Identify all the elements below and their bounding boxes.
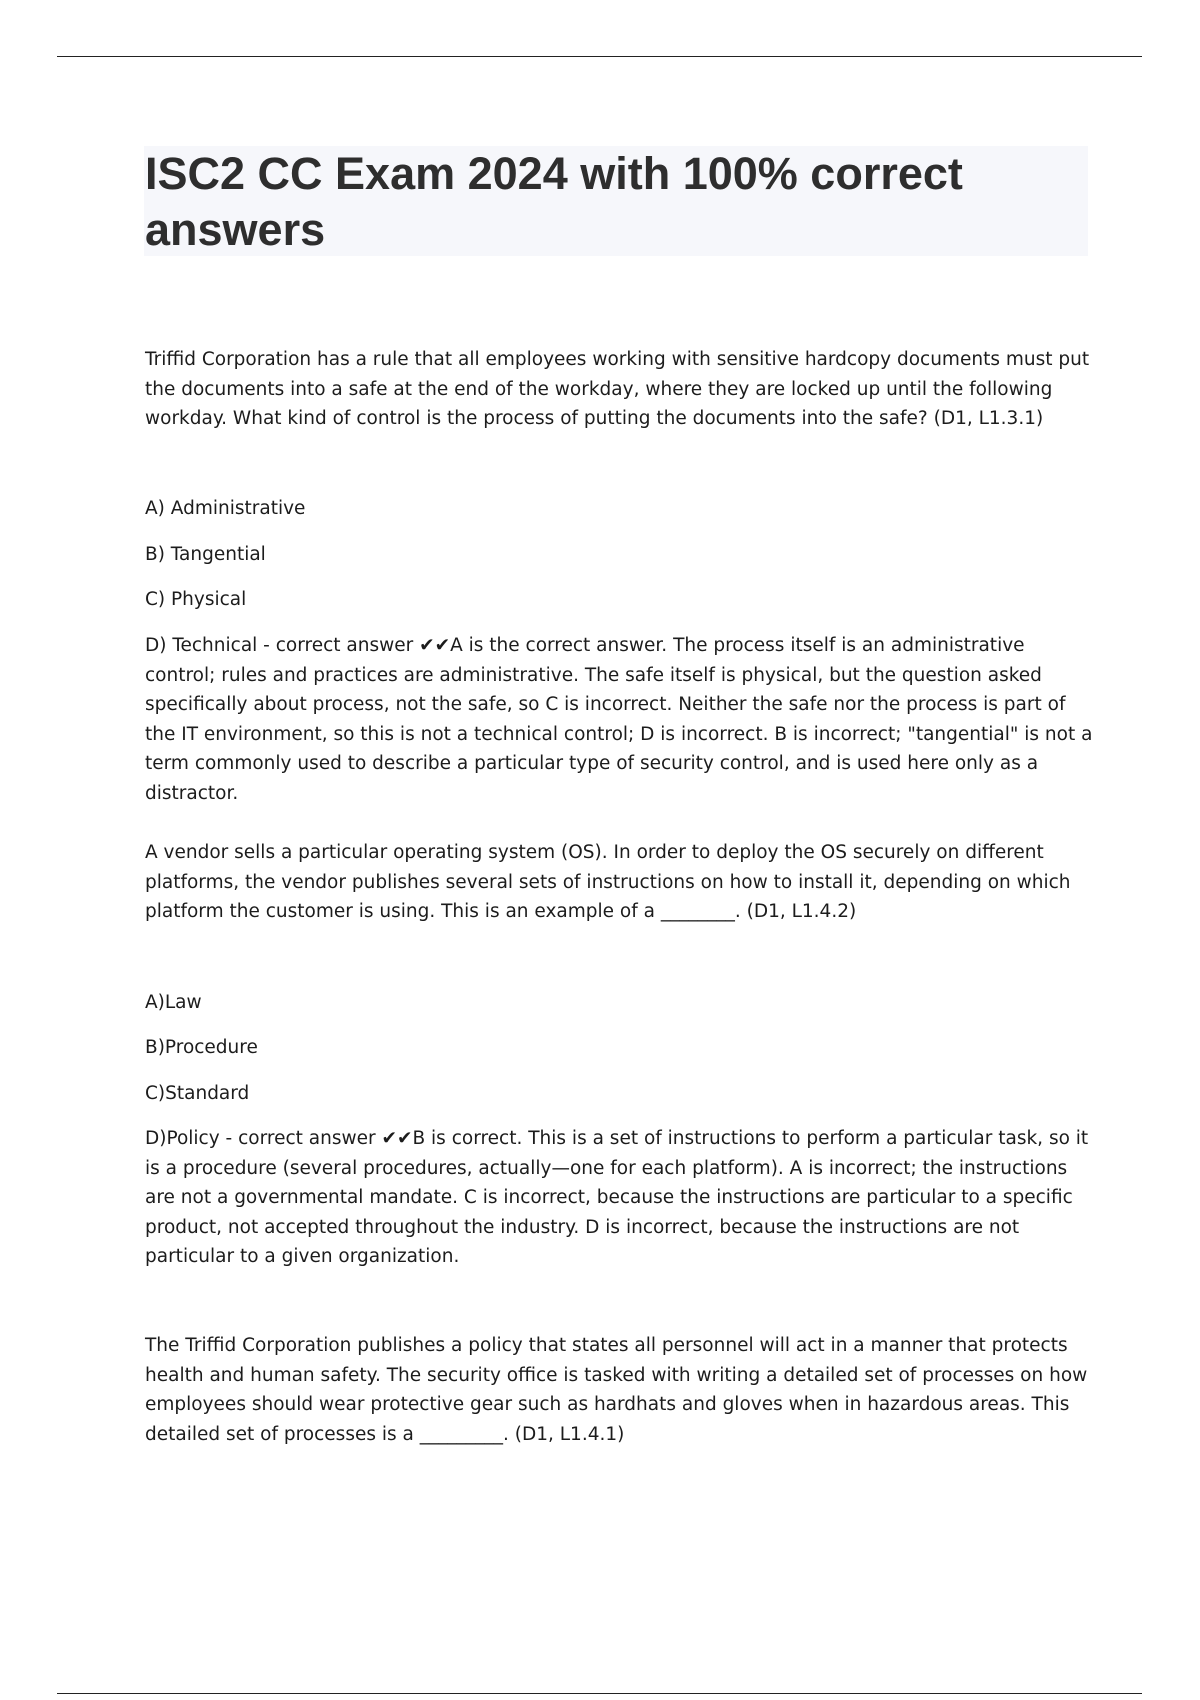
question-3-text: The Triffid Corporation publishes a policy that states all personnel will act in a manner that protects health and human safety. The security office is tasked with writing a detailed set of processes on how employees should wear protective gear such as hardhats and gloves when in hazardous areas. This detailed set of processes is a _________. (D1, L1.4.1): [145, 1335, 1088, 1445]
question-1-text: Triffid Corporation has a rule that all employees working with sensitive hardcopy documents must put the documents into a safe at the end of the workday, where they are locked up until the following workday. What kind of control is the process of putting the documents into the safe? (D1, L1.3.1): [145, 349, 1090, 429]
question-2-option-b: B)Procedure: [145, 1037, 258, 1058]
top-rule: [57, 56, 1142, 57]
question-1-option-c: C) Physical: [145, 589, 247, 610]
question-1-option-a: A) Administrative: [145, 498, 306, 519]
question-2-option-a: A)Law: [145, 992, 202, 1013]
question-2-option-c: C)Standard: [145, 1083, 250, 1104]
question-2-answer: D)Policy - correct answer ✔✔B is correct. This is a set of instructions to perform a particular task, so it is a procedure (several procedures, actually—one for each platform). A is incorrect; the instructions are not a governmental mandate. C is incorrect, because the instructions are particular to a specific product, not accepted throughout the industry. D is incorrect, because the instructions are not particular to a given organization.: [145, 1128, 1089, 1267]
document-title: ISC2 CC Exam 2024 with 100% correct answers: [145, 148, 963, 255]
question-1-answer: D) Technical - correct answer ✔✔A is the correct answer. The process itself is an administrative control; rules and practices are administrative. The safe itself is physical, but the question asked specifically about process, not the safe, so C is incorrect. Neither the safe nor the process is part of the IT environment, so this is not a technical control; D is incorrect. B is incorrect; "tangential" is not a term commonly used to describe a particular type of security control, and is used here only as a distractor.: [145, 635, 1093, 804]
bottom-rule: [57, 1693, 1142, 1694]
question-1-option-b: B) Tangential: [145, 544, 266, 565]
question-2-text: A vendor sells a particular operating system (OS). In order to deploy the OS securely on different platforms, the vendor publishes several sets of instructions on how to install it, depending on which platform the customer is using. This is an example of a ________. (D1, L1.4.2): [145, 842, 1071, 922]
